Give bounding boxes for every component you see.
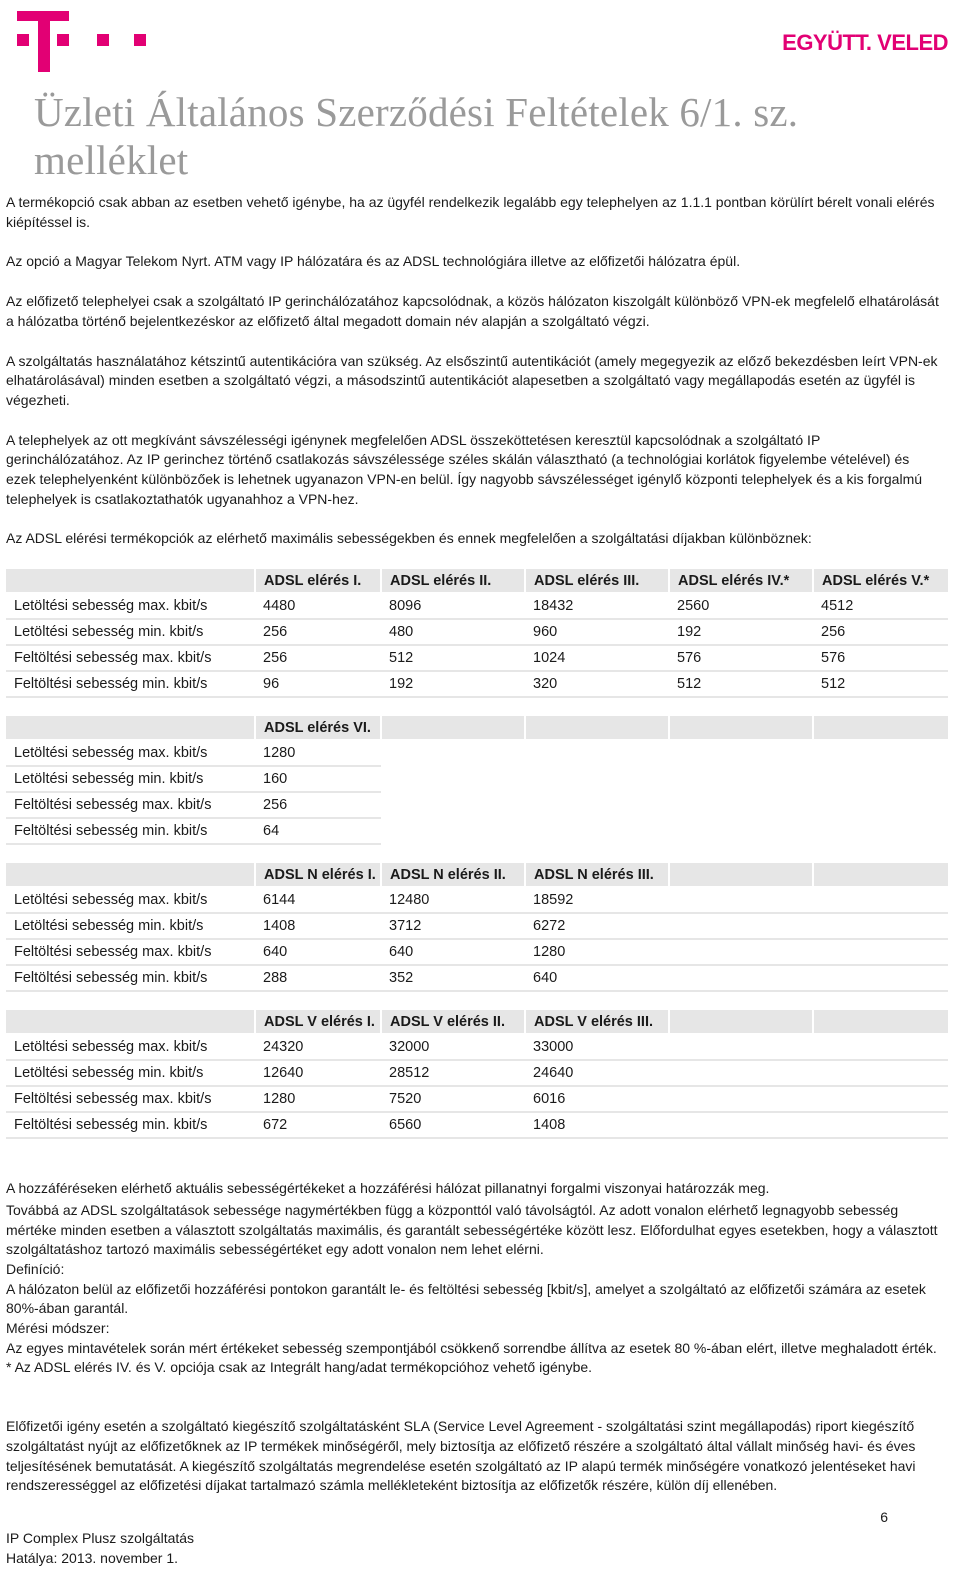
speed-table-adsl-n [6,863,948,992]
table-cell: 3712 [381,913,525,939]
row-label: Feltöltési sebesség min. kbit/s [6,1112,255,1138]
table-cell: 512 [381,645,525,671]
table-header-row [6,1010,948,1034]
table-row [6,1112,948,1138]
empty-cell [669,1060,948,1086]
table-row [6,1060,948,1086]
intro-paragraph: A telephelyek az ott megkívánt sávszélességi igénynek megfelelően ADSL összeköttetésen keresztül kapcsolódnak a szolgáltató IP gerinchálózatához. Az IP gerinchez történő csatlakozás sávszélessége széles skálán választható (a technológiai korlátok figyelembe vételével) és ezek telephelyenként különbözőek is lehetnek ugyanazon VPN-en belül. Így nagyobb sávszélességet igénylő központi telephelyek és a kis forgalmú telephelyek is csatlakoztathatók ugyanahhoz a VPN-hez. [6,431,923,507]
footer-service-name: IP Complex Plusz szolgáltatás [6,1530,195,1546]
table-cell: 24640 [525,1060,669,1086]
speed-table-adsl-v [6,1010,948,1139]
table-cell: 640 [525,965,669,991]
intro-paragraph: Az előfizető telephelyei csak a szolgáltató IP gerinchálózatához kapcsolódnak, a közös hálózaton kiszolgált különböző VPN-ek megfelelő elhatárolását a hálózatba történő bejelentkezéskor az előfizető által megadott domain név alapján a szolgáltató végzi. [6,293,939,329]
empty-cell [381,740,948,766]
row-label: Letöltési sebesség min. kbit/s [6,619,255,645]
logo-dot-2 [134,34,146,46]
empty-cell [669,1112,948,1138]
note-paragraph: Az egyes mintavételek során mért értékeket sebesség szempontjából csökkenő sorrendbe állítva az esetek 80 %-ában elért, illetve meghaladott érték. [6,1339,937,1356]
column-header: ADSL N elérés II. [381,863,525,887]
table-header-row [6,716,948,740]
table-cell: 1280 [255,740,381,766]
footnote: * Az ADSL elérés IV. és V. opciója csak az Integrált hang/adat termékopcióhoz vehető igénybe. [6,1359,593,1376]
header-empty-cell [525,716,669,740]
logo-dot-1 [97,34,109,46]
table-row [6,671,948,697]
header-empty-cell [669,1010,813,1034]
table-row [6,619,948,645]
table-cell: 576 [669,645,813,671]
header-empty-cell [669,716,813,740]
table-row [6,593,948,619]
table-cell: 576 [813,645,948,671]
telekom-logo [14,6,154,74]
page-number: 6 [880,1509,888,1525]
table-cell: 6144 [255,887,381,913]
row-label: Letöltési sebesség min. kbit/s [6,766,255,792]
table-row [6,645,948,671]
table-cell: 160 [255,766,381,792]
row-label: Feltöltési sebesség min. kbit/s [6,671,255,697]
table-cell: 4512 [813,593,948,619]
logo-t-stem [38,11,50,72]
header-empty-cell [6,569,255,593]
method-heading: Mérési módszer: [6,1320,110,1337]
header-empty-cell [813,716,948,740]
table-cell: 18432 [525,593,669,619]
table-cell: 1280 [255,1086,381,1112]
table-cell: 1408 [525,1112,669,1138]
table-cell: 18592 [525,887,669,913]
table-cell: 192 [669,619,813,645]
row-label: Letöltési sebesség max. kbit/s [6,887,255,913]
row-label: Feltöltési sebesség max. kbit/s [6,792,255,818]
table-cell: 672 [255,1112,381,1138]
table-row [6,1034,948,1060]
footer-effective-date: Hatálya: 2013. november 1. [6,1550,178,1566]
speed-table-adsl-vi [6,716,948,845]
row-label: Letöltési sebesség max. kbit/s [6,1034,255,1060]
table-row [6,965,948,991]
sla-paragraph: Előfizetői igény esetén a szolgáltató kiegészítő szolgáltatásként SLA (Service Level Agreement - szolgáltatási szint megállapodás) riport kiegészítő szolgáltatást nyújt az előfizetőknek az IP termékek minőségéről, mely biztosítja az előfizető részére a szolgáltató által vállalt minőség havi- és éves teljesítésének bemutatását. A kiegészítő szolgáltatás megrendelése esetén szolgáltató az IP alapú termék minőségére vonatkozó jelentéseket havi rendszerességgel az előfizetési díjakat tartalmazó számla mellékleteként biztosítja az előfizetők részére, külön díj ellenében. [6,1418,916,1494]
intro-paragraph: A termékopció csak abban az esetben vehető igénybe, ha az ügyfél rendelkezik legalább egy telephelyen az 1.1.1 pontban körülírt bérelt vonali elérés kiépítéssel is. [6,194,935,230]
table-cell: 6272 [525,913,669,939]
definition-heading: Definíció: [6,1260,65,1277]
row-label: Feltöltési sebesség min. kbit/s [6,965,255,991]
table-cell: 960 [525,619,669,645]
intro-paragraph: A szolgáltatás használatához kétszintű autentikációra van szükség. Az elsőszintű autentikációt (amely megegyezik az előző bekezdésben leírt VPN-ek elhatárolásával) minden esetben a szolgáltató végzi, a másodszintű autentikációt alapesetben a szolgáltató vagy megállapodás esetén az ügyfél is végezheti. [6,352,938,408]
empty-cell [381,766,948,792]
table-row [6,1086,948,1112]
column-header: ADSL V elérés III. [525,1010,669,1034]
table-cell: 192 [381,671,525,697]
row-label: Letöltési sebesség max. kbit/s [6,740,255,766]
table-row [6,792,948,818]
table-cell: 352 [381,965,525,991]
table-cell: 6016 [525,1086,669,1112]
table-cell: 288 [255,965,381,991]
table-row [6,818,948,844]
speed-table-adsl [6,569,948,698]
document-body [6,193,941,1496]
table-cell: 480 [381,619,525,645]
intro-paragraph: Az opció a Magyar Telekom Nyrt. ATM vagy IP hálózatára és az ADSL technológiára illetve az előfizetői hálózatra épül. [6,253,741,270]
note-paragraph: A hozzáféréseken elérhető aktuális sebességértékeket a hozzáférési hálózat pillanatnyi forgalmi viszonyai határozzák meg. [6,1180,770,1197]
table-header-row [6,863,948,887]
table-cell: 33000 [525,1034,669,1060]
table-cell: 32000 [381,1034,525,1060]
header-empty-cell [6,1010,255,1034]
table-header-row [6,569,948,593]
row-label: Feltöltési sebesség max. kbit/s [6,939,255,965]
header-empty-cell [6,863,255,887]
table-cell: 96 [255,671,381,697]
empty-cell [669,1034,948,1060]
table-cell: 640 [381,939,525,965]
table-cell: 1408 [255,913,381,939]
empty-cell [669,939,948,965]
table-cell: 28512 [381,1060,525,1086]
table-cell: 512 [669,671,813,697]
table-row [6,740,948,766]
table-cell: 12480 [381,887,525,913]
table-row [6,939,948,965]
table-cell: 4480 [255,593,381,619]
table-row [6,913,948,939]
column-header: ADSL V elérés II. [381,1010,525,1034]
intro-paragraph: Az ADSL elérési termékopciók az elérhető maximális sebességekben és ennek megfelelően a szolgáltatási díjakban különböznek: [6,530,812,547]
table-cell: 1280 [525,939,669,965]
table-row [6,766,948,792]
empty-cell [669,965,948,991]
column-header: ADSL elérés III. [525,569,669,593]
header-empty-cell [813,1010,948,1034]
row-label: Letöltési sebesség min. kbit/s [6,913,255,939]
table-cell: 640 [255,939,381,965]
logo-t-left-dot [17,34,29,46]
row-label: Feltöltési sebesség max. kbit/s [6,1086,255,1112]
empty-cell [669,1086,948,1112]
footer [6,1528,194,1568]
table-cell: 24320 [255,1034,381,1060]
row-label: Feltöltési sebesség max. kbit/s [6,645,255,671]
table-cell: 256 [255,619,381,645]
table-cell: 2560 [669,593,813,619]
note-paragraph: Továbbá az ADSL szolgáltatások sebessége nagymértékben függ a központtól való távolságtól. Az adott vonalon elérhető legnagyobb sebesség mértéke minden esetben a választott szolgáltatás maximális, és garantált sebességértéke között lesz. Előfordulhat egyes esetekben, hogy a választott szolgáltatáshoz tartozó maximális sebességértéket egy adott vonalon nem lehet elérni. [6,1201,938,1258]
table-cell: 64 [255,818,381,844]
header-empty-cell [381,716,525,740]
row-label: Letöltési sebesség max. kbit/s [6,593,255,619]
column-header: ADSL V elérés I. [255,1010,381,1034]
empty-cell [669,887,948,913]
column-header: ADSL elérés V.* [813,569,948,593]
row-label: Feltöltési sebesség min. kbit/s [6,818,255,844]
table-cell: 1024 [525,645,669,671]
header-empty-cell [813,863,948,887]
column-header: ADSL elérés II. [381,569,525,593]
row-label: Letöltési sebesség min. kbit/s [6,1060,255,1086]
table-cell: 7520 [381,1086,525,1112]
note-paragraph: A hálózaton belül az előfizetői hozzáférési pontokon garantált le- és feltöltési sebesség [kbit/s], amelyet a szolgáltató az előfizetői számára az esetek 80%-ában garantál. [6,1280,926,1317]
column-header: ADSL elérés I. [255,569,381,593]
table-cell: 12640 [255,1060,381,1086]
table-row [6,887,948,913]
empty-cell [669,913,948,939]
header-empty-cell [6,716,255,740]
empty-cell [381,818,948,844]
empty-cell [381,792,948,818]
column-header: ADSL N elérés I. [255,863,381,887]
table-cell: 6560 [381,1112,525,1138]
table-cell: 320 [525,671,669,697]
table-cell: 256 [813,619,948,645]
logo-t-right-dot [57,34,69,46]
table-cell: 512 [813,671,948,697]
table-cell: 8096 [381,593,525,619]
column-header: ADSL N elérés III. [525,863,669,887]
header-empty-cell [669,863,813,887]
page-title: Üzleti Általános Szerződési Feltételek 6/1. sz. melléklet [34,89,799,183]
table-cell: 256 [255,792,381,818]
table-cell: 256 [255,645,381,671]
column-header: ADSL elérés VI. [255,716,381,740]
slogan: EGYÜTT. VELED [782,30,948,55]
column-header: ADSL elérés IV.* [669,569,813,593]
